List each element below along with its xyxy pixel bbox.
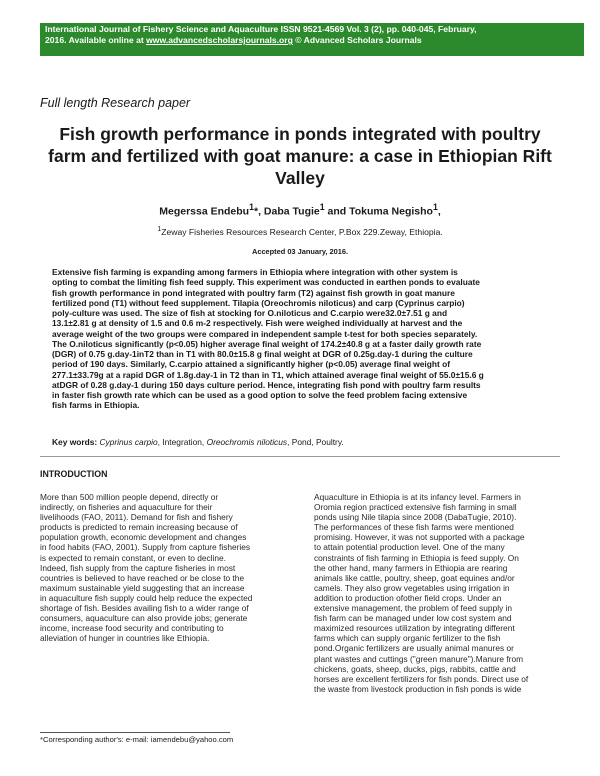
body-line: alleviation of hunger in countries like Ethiopia. [40,633,210,644]
keyword-1: Cyprinus carpio [99,437,158,447]
paper-title: Fish growth performance in ponds integrated with poultry farm and fertilized with goat manure: a case in Ethiopian Rift Valley [48,124,552,188]
body-line: in aquaculture fish supply could help reduce the expected [40,592,253,603]
author-2-affil: 1 [319,202,325,212]
abstract-line: average weight of the two groups were compared in independent sample t-test for both species separately. [52,328,478,339]
abstract-line: 13.1±2.81 g at density of 1.5 and 0.6 m-2 respectively. Fish were weighed individually at harvest and the [52,318,463,329]
author-1-affil: 1 [249,202,254,212]
author-list [40,202,560,218]
keyword-sep: , Integration, [157,437,207,447]
affiliation-number: 1 [157,225,162,233]
body-line: chickens, goats, sheep, ducks, pigs, rabbits, cattle and [314,663,516,674]
body-column-left [40,492,286,643]
abstract-line: in faster fish growth rate which can be used as a good option to solve the feed problem facing extensive [52,390,468,400]
body-line: More than 500 million people depend, directly or [40,492,219,502]
keyword-3: Oreochromis niloticus [206,437,288,447]
abstract-line: Extensive fish farming is expanding among farmers in Ethiopia where integration with other system is [52,267,458,277]
body-line: products is predicted to remain increasing because of [40,522,238,533]
body-line: consumers, aquaculture can also provide jobs; generate [40,613,248,624]
body-line: plant wastes and cuttings ("green manure").Manure from [314,653,524,664]
abstract [52,267,560,411]
author-3: Tokuma Negisho [349,205,433,218]
abstract-line: opting to combat the limiting fish feed supply. This experiment was conducted in earthen ponds to evaluate [52,277,480,288]
body-line: animals like cattle, poultry, sheep, goat equines and/or [314,572,515,583]
body-line: countries is believed to have reached or be close to the [40,572,245,583]
abstract-line: The O.niloticus significantly (p<0.05) higher average final weight of 174.2±40.8 g at a faster daily growth rate [52,338,482,349]
journal-banner [0,0,600,56]
body-line: maximum sustainable yield suggesting that an increase [40,582,245,593]
corresponding-author-footnote: *Corresponding author's: e-mail: iamendebu@yahoo.com [40,735,234,744]
body-line: addition to production ofother field crops. Under an [314,592,502,603]
body-line: population growth, economic development and changes [40,532,247,543]
body-line: income, increase food security and contributing to [40,623,224,634]
body-line: the other hand, many farmers in Ethiopia are rearing [314,562,508,573]
body-line: horses are excellent fertilizers for fish ponds. Direct use of [314,673,529,684]
body-line: The performances of these fish farms were mentioned [314,522,514,533]
body-line: Aquaculture in Ethiopia is at its infancy level. Farmers in [314,492,521,502]
body-line: Oromia region practiced extensive fish farming in small [314,502,517,513]
body-line: the waste from livestock production in fish ponds is wide [314,683,522,694]
body-line: indirectly, on fisheries and aquaculture for their [40,502,213,513]
author-sep: , [437,205,441,218]
author-1-mark: * [253,205,259,218]
abstract-line: fish growth performance in pond integrated with poultry farm (T2) against fish growth in goat manure [52,287,455,298]
author-sep: and [324,205,350,218]
journal-citation [45,24,585,46]
abstract-line: period of 190 days. Similarly, C.carpio attained a significantly higher (p<0.05) average final weight of [52,359,450,370]
keyword-sep: , Pond, Poultry. [287,437,344,447]
abstract-line: poly-culture was used. The size of fish at stocking for O.niloticus and C.carpio were32.0±7.51 g and [52,308,448,318]
body-line: livelihoods (FAO, 2011). Demand for fish and fishery [40,512,233,523]
abstract-line: 277.1±33.79g at a rapid DGR of 1.8g.day-1 in T2 than in T1, which attained average final weight of 55.0±15.6 g [52,369,484,380]
affiliation-text: Zeway Fisheries Resources Research Center, P.Box 229.Zeway, Ethiopia. [161,226,443,237]
journal-line1: International Journal of Fishery Science and Aquaculture ISSN 9521-4569 Vol. 3 (2), pp. 040-045, February, [45,24,477,34]
body-line: Indeed, fish supply from the capture fisheries in most [40,562,236,573]
body-line: constraints of fish farming in Ethiopia is feed supply. On [314,552,519,563]
journal-line2-pre: 2016. Available online at [45,35,147,46]
footnote-rule [40,732,230,733]
journal-url-link[interactable]: www.advancedscholarsjournals.org [146,35,293,46]
author-2: Daba Tugie [263,205,320,218]
body-line: shortage of fish. Besides availing fish to a wider range of [40,603,249,614]
body-line: pond.Organic fertilizers are usually animal manures or [314,643,514,654]
body-column-right [314,492,560,694]
author-3-affil: 1 [432,202,438,212]
body-line: maximized resources utilization by integrating different [314,623,515,634]
body-line: fish farm can be managed under low cost system and [314,613,512,624]
keywords [52,437,560,447]
body-line: farms which can supply organic fertilizer to the fish [314,633,501,644]
keywords-label: Key words: [52,437,98,447]
body-line: extensive management, the problem of feed supply in [314,603,513,614]
body-line: ponds using Nile tilapia since 2008 (DabaTugie, 2010). [314,512,517,523]
section-heading-introduction: INTRODUCTION [40,469,108,479]
author-sep: , [258,205,264,218]
abstract-line: fish farms in Ethiopia. [52,400,140,411]
body-line: in food habits (FAO, 2001). Supply from capture fisheries [40,542,251,553]
author-1: Megerssa Endebu [159,205,250,218]
accepted-date: Accepted 03 January, 2016. [252,247,348,256]
body-line: camels. They also grow vegetables using irrigation in [314,582,510,593]
affiliation [40,225,560,237]
paper-kind: Full length Research paper [40,96,191,110]
body-line: is expected to remain constant, or even to decline. [40,552,226,563]
section-divider [40,456,560,457]
journal-line2-post: © Advanced Scholars Journals [292,35,422,46]
body-line: to attain potential production level. One of the many [314,542,505,553]
abstract-line: fertilized pond (T1) without feed supplement. Tilapia (Oreochromis niloticus) and carp (Cyprinus carpio) [52,297,465,308]
abstract-line: (DGR) of 0.75 g.day-1inT2 than in T1 with 80.0±15.8 g final weight at DGR of 0.25g.day-1 during the culture [52,349,473,359]
body-line: promising. However, it was not supported with a package [314,532,525,543]
abstract-line: atDGR of 0.28 g.day-1 during 150 days culture period. Hence, integrating fish pond with poultry farm results [52,379,481,390]
